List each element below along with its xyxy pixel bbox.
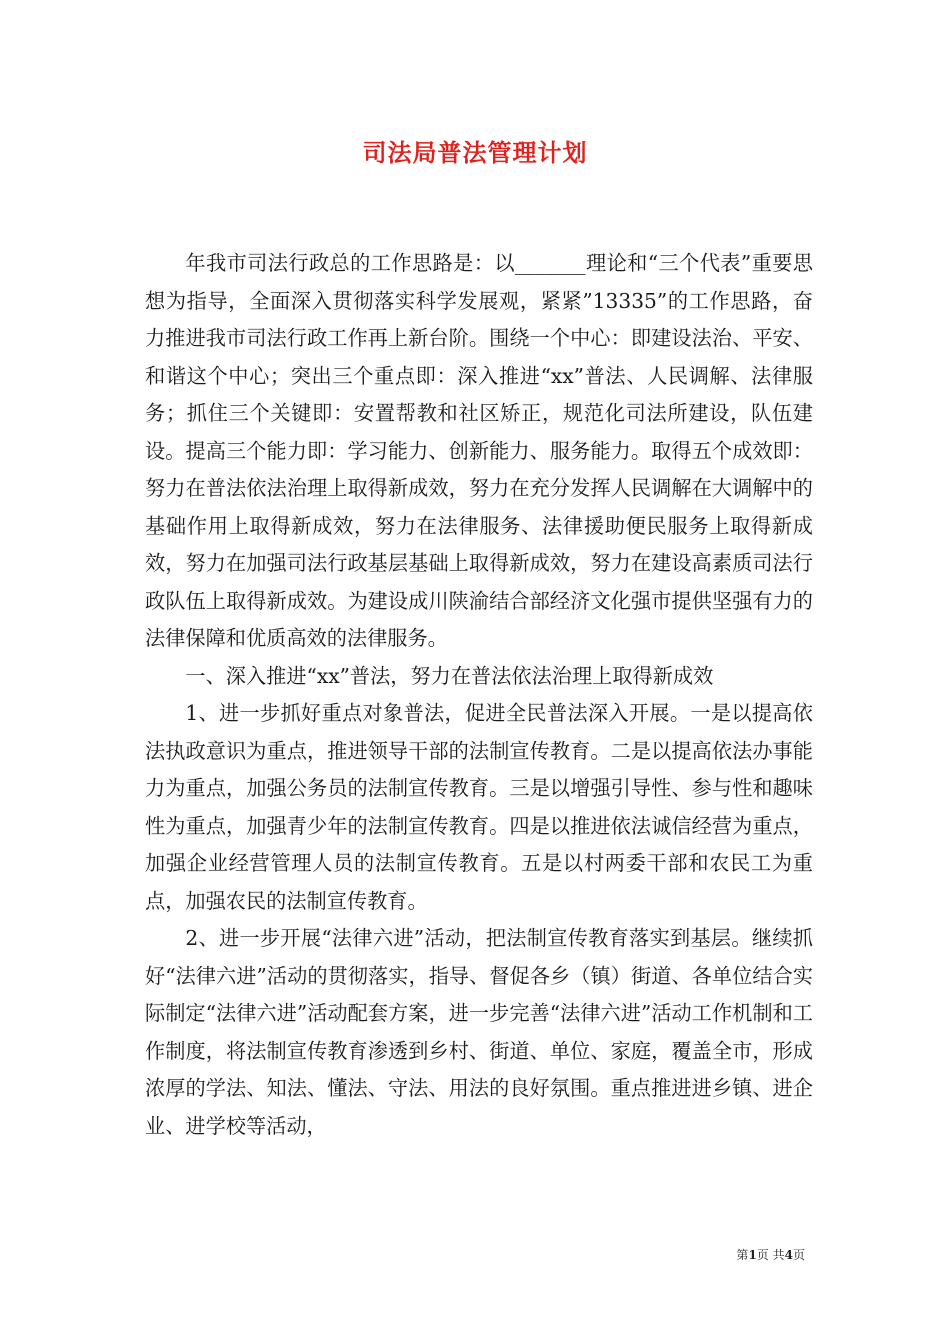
page-number-footer <box>736 1246 805 1263</box>
total-page-number: 4 <box>784 1248 793 1262</box>
document-body <box>145 245 813 1145</box>
paragraph-item-1: 1、进一步抓好重点对象普法，促进全民普法深入开展。一是以提高依法执政意识为重点，推进领导干部的法制宣传教育。二是以提高依法办事能力为重点，加强公务员的法制宣传教育。三是以增强引导性、参与性和趣味性为重点，加强青少年的法制宣传教育。四是以推进依法诚信经营为重点，加强企业经营管理人员的法制宣传教育。五是以村两委干部和农民工为重点，加强农民的法制宣传教育。 <box>145 701 813 913</box>
current-page-number: 1 <box>748 1248 757 1262</box>
paragraph-item-2: 2、进一步开展“法律六进”活动，把法制宣传教育落实到基层。继续抓好“法律六进”活动的贯彻落实，指导、督促各乡（镇）街道、各单位结合实际制定“法律六进”活动配套方案，进一步完善“法律六进”活动工作机制和工作制度，将法制宣传教育渗透到乡村、街道、单位、家庭，覆盖全市，形成浓厚的学法、知法、懂法、守法、用法的良好氛围。重点推进进乡镇、进企业、进学校等活动， <box>145 926 813 1138</box>
paragraph-intro: 年我市司法行政总的工作思路是：以_______理论和“三个代表”重要思想为指导，全面深入贯彻落实科学发展观，紧紧”13335”的工作思路，奋力推进我市司法行政工作再上新台阶。围绕一个中心：即建设法治、平安、和谐这个中心；突出三个重点即：深入推进“xx”普法、人民调解、法律服务；抓住三个关键即：安置帮教和社区矫正，规范化司法所建设，队伍建设。提高三个能力即：学习能力、创新能力、服务能力。取得五个成效即：努力在普法依法治理上取得新成效，努力在充分发挥人民调解在大调解中的基础作用上取得新成效，努力在法律服务、法律援助便民服务上取得新成效，努力在加强司法行政基层基础上取得新成效，努力在建设高素质司法行政队伍上取得新成效。为建设成川陕渝结合部经济文化强市提供坚强有力的法律保障和优质高效的法律服务。 <box>145 251 813 650</box>
footer-prefix: 第 <box>736 1248 749 1262</box>
section-heading-1: 一、深入推进“xx”普法，努力在普法依法治理上取得新成效 <box>185 663 714 688</box>
footer-suffix: 页 <box>792 1248 805 1262</box>
document-title: 司法局普法管理计划 <box>362 138 588 167</box>
footer-middle: 页 共 <box>756 1248 785 1262</box>
